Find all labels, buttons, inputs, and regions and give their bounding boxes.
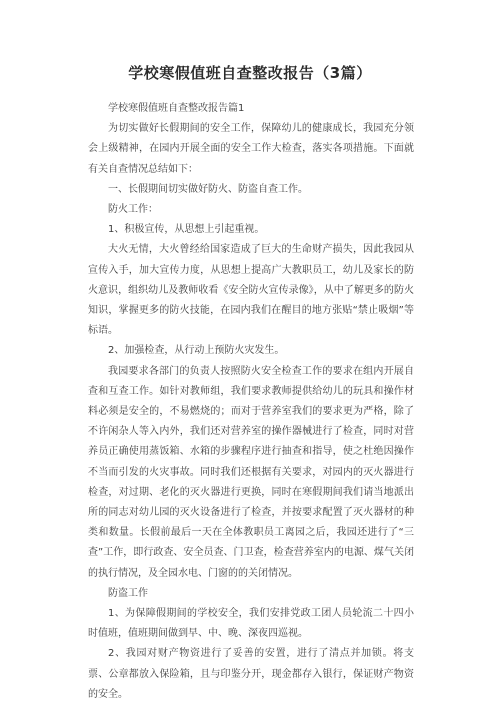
paragraph: 防火工作： xyxy=(108,204,158,216)
paragraph: 大火无情，大火曾经给国家造成了巨大的生命财产损失，因此我园从宣传入手，加大宣传力度，从思想上提高广大教职员工，幼儿及家长的防火意识，组织幼儿及教师收看《安全防火宣传录像》，从中了解更多的防火知识，掌握更多的防火技能，在园内我们在醒目的地方张贴“禁止吸烟”等标语。 xyxy=(88,244,414,337)
paragraph: 2、我园对财产物资进行了妥善的安置，进行了清点并加锁。将支票、公章都放入保险箱，且与印鉴分开，现金都存入银行，保证财产物资的安全。 xyxy=(88,648,414,700)
paragraph: 防盗工作 xyxy=(108,587,148,599)
document-title: 学校寒假值班自查整改报告（3篇） xyxy=(128,64,372,82)
paragraph: 2、加强检查，从行动上预防火灾发生。 xyxy=(108,345,285,357)
paragraph: 我园要求各部门的负责人按照防火安全检查工作的要求在组内开展自查和互查工作。如针对教师组，我们要求教师提供给幼儿的玩具和操作材料必须是安全的，不易燃烧的；而对于营养室我们的要求更为严格，除了不许闲杂人等入内外，我们还对营养室的操作器械进行了检查，同时对营养员正确使用蒸饭箱、水箱的步骤程序进行抽查和指导，使之杜绝因操作不当而引发的火灾事故。同时我们还根据有关要求，对园内的灭火器进行检查，对过期、老化的灭火器进行更换，同时在寒假期间我们请当地派出所的同志对幼儿园的灭火设备进行了检查，并按要求配置了灭火器材的种类和数量。长假前最后一天在全体教职员工离园之后，我园还进行了“三查”工作，即行政查、安全员查、门卫查，检查营养室内的电源、煤气关闭的执行情况，及全园水电、门窗的的关闭情况。 xyxy=(88,365,414,579)
paragraph: 1、为保障假期间的学校安全，我们安排党政工团人员轮流二十四小时值班，值班期间做到早、中、晚、深夜四巡视。 xyxy=(88,608,414,640)
paragraph: 1、积极宣传，从思想上引起重视。 xyxy=(108,224,265,236)
paragraph: 一、长假期间切实做好防火、防盗自查工作。 xyxy=(108,183,308,195)
paragraph: 为切实做好长假期间的安全工作，保障幼儿的健康成长，我园充分领会上级精神，在园内开展全面的安全工作大检查，落实各项措施。下面就有关自查情况总结如下： xyxy=(88,123,414,175)
document-body xyxy=(88,99,414,705)
section-heading: 学校寒假值班自查整改报告篇1 xyxy=(108,103,245,114)
